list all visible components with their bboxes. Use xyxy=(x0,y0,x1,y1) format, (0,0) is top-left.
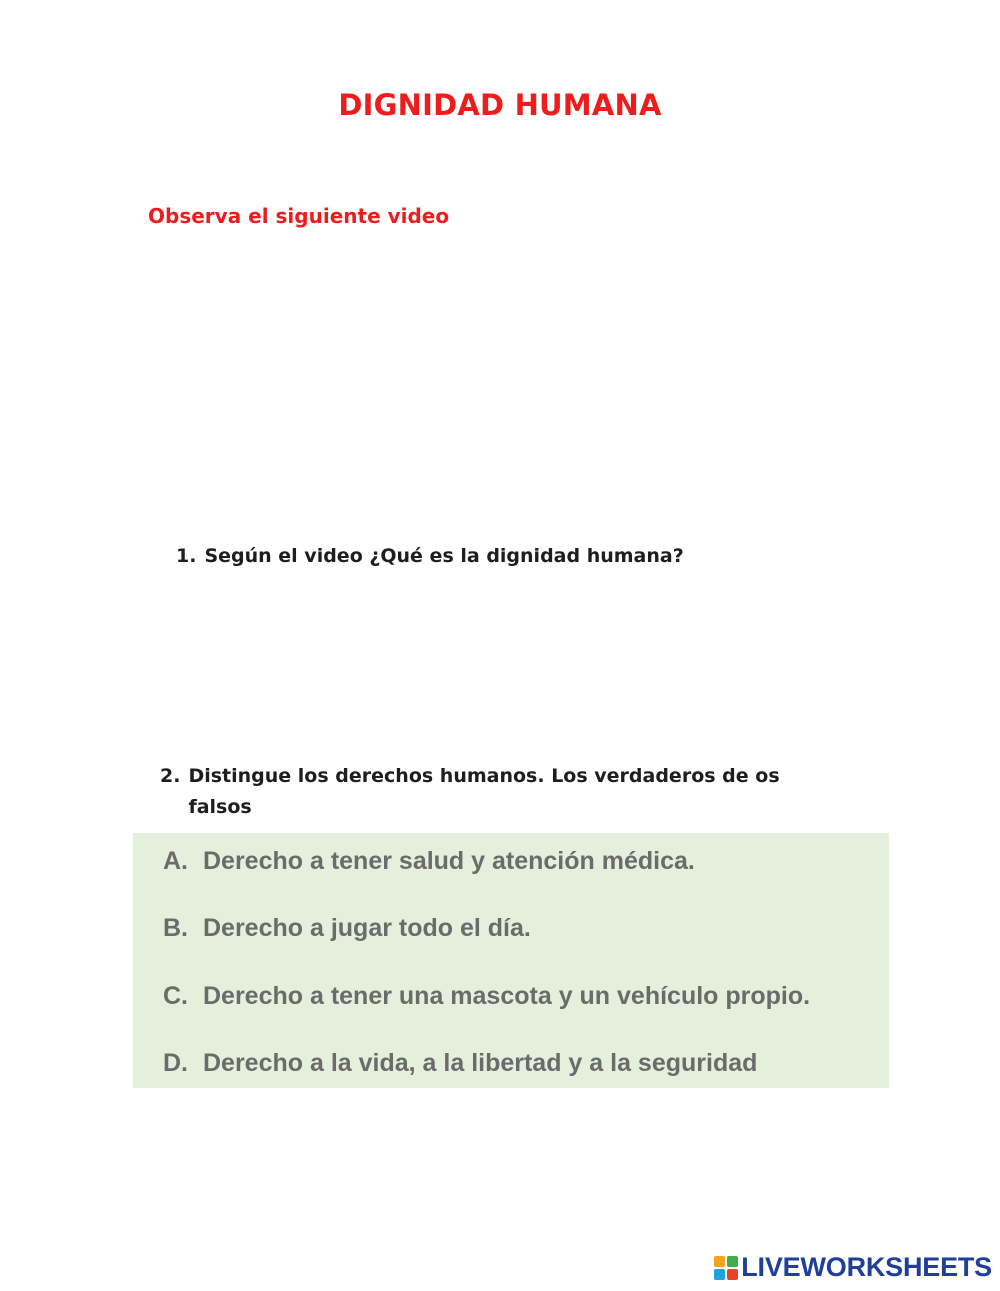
option-d-letter: D. xyxy=(163,1049,188,1077)
option-d[interactable] xyxy=(163,1049,757,1078)
page-title: DIGNIDAD HUMANA xyxy=(338,88,662,122)
question-2-number: 2. xyxy=(160,765,181,787)
question-2 xyxy=(160,761,840,823)
liveworksheets-logo-icon xyxy=(714,1256,738,1280)
liveworksheets-brand: LIVEWORKSHEETS xyxy=(741,1252,992,1282)
liveworksheets-logo xyxy=(714,1252,992,1283)
answer-options-box xyxy=(133,833,889,1088)
option-a[interactable] xyxy=(163,847,695,876)
option-c-text: Derecho a tener una mascota y un vehículo propio. xyxy=(203,982,811,1010)
option-b-text: Derecho a jugar todo el día. xyxy=(203,914,531,942)
option-c-letter: C. xyxy=(163,982,188,1010)
option-b[interactable] xyxy=(163,914,531,943)
question-2-text: Distingue los derechos humanos. Los verdaderos de os falsos xyxy=(188,765,780,818)
option-a-letter: A. xyxy=(163,847,188,875)
option-c[interactable] xyxy=(163,982,810,1011)
option-d-text: Derecho a la vida, a la libertad y a la seguridad xyxy=(203,1049,758,1077)
question-1 xyxy=(176,541,684,572)
video-instruction: Observa el siguiente video xyxy=(148,204,450,228)
option-b-letter: B. xyxy=(163,914,188,942)
question-1-number: 1. xyxy=(176,545,197,567)
question-1-text: Según el video ¿Qué es la dignidad humana? xyxy=(204,545,684,567)
option-a-text: Derecho a tener salud y atención médica. xyxy=(203,847,695,875)
